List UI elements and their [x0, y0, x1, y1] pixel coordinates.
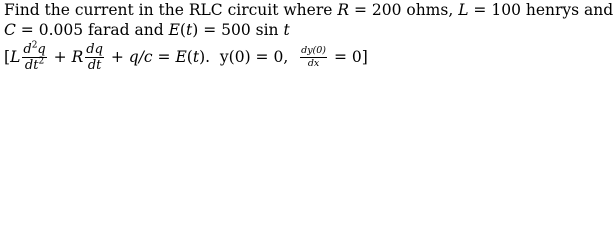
d-symbol: d [23, 41, 32, 57]
plus-sign-1: + [48, 48, 72, 66]
first-derivative-fraction [85, 43, 104, 72]
open-bracket: [ [4, 48, 11, 66]
second-derivative-denominator [25, 58, 44, 72]
emf-paren-open: ( [179, 21, 186, 39]
q-over-c-term: q/c [128, 48, 153, 66]
denominator-exponent: 2 [38, 56, 45, 67]
emf-paren-close: ) [192, 21, 199, 39]
first-derivative-denominator [88, 58, 102, 72]
resistance-symbol: R [337, 1, 350, 19]
initial-derivative-fraction [300, 46, 327, 68]
plus-sign-2: + [105, 48, 129, 66]
problem-line-3-equation: [ L $\frac{d^2q}{dt^2}$ + R $\frac{dq}{dt}$ + q/c = E ( t ) . y(0) = 0, $\frac{dy(0)}{dx}$ = 0 ] [4, 40, 368, 73]
numerator-exponent: 2 [31, 40, 38, 51]
emf-function-arg: t [192, 48, 200, 66]
dt-symbol-2: dt [87, 57, 102, 73]
emf-sin-arg: t [283, 21, 290, 39]
initial-derivative-value: = 0 [329, 48, 362, 66]
equals-sign: = [152, 48, 176, 66]
problem-statement [4, 0, 613, 74]
dy0-symbol: dy(0) [301, 45, 327, 56]
equation-R-coefficient: R [71, 48, 84, 66]
dq-symbol: dq [86, 41, 103, 57]
emf-time-var: t [185, 21, 193, 39]
dx-symbol: dx [307, 57, 320, 69]
inductance-symbol: L [458, 1, 469, 19]
equation-L-coefficient: L [10, 48, 21, 66]
first-derivative-numerator [85, 43, 104, 58]
problem-line-2 [4, 20, 552, 40]
line1-text: Find the current in the RLC circuit where [4, 1, 338, 19]
dt-symbol: dt [24, 57, 39, 73]
capacitance-symbol: C [4, 21, 16, 39]
second-derivative-fraction [22, 40, 46, 73]
initial-derivative-denominator [308, 58, 319, 69]
resistance-value: = 200 ohms, [349, 1, 459, 19]
initial-derivative-numerator [300, 46, 327, 58]
capacitance-value: = 0.005 farad and [15, 21, 169, 39]
problem-line-1 [4, 0, 613, 20]
emf-symbol: E [168, 21, 180, 39]
emf-function: E [175, 48, 187, 66]
inductance-value: = 100 henrys and [468, 1, 613, 19]
q-symbol: q [37, 41, 46, 57]
emf-value: = 500 sin [198, 21, 284, 39]
initial-condition-y0: . y(0) = 0, [205, 48, 299, 66]
close-bracket: ] [361, 48, 368, 66]
